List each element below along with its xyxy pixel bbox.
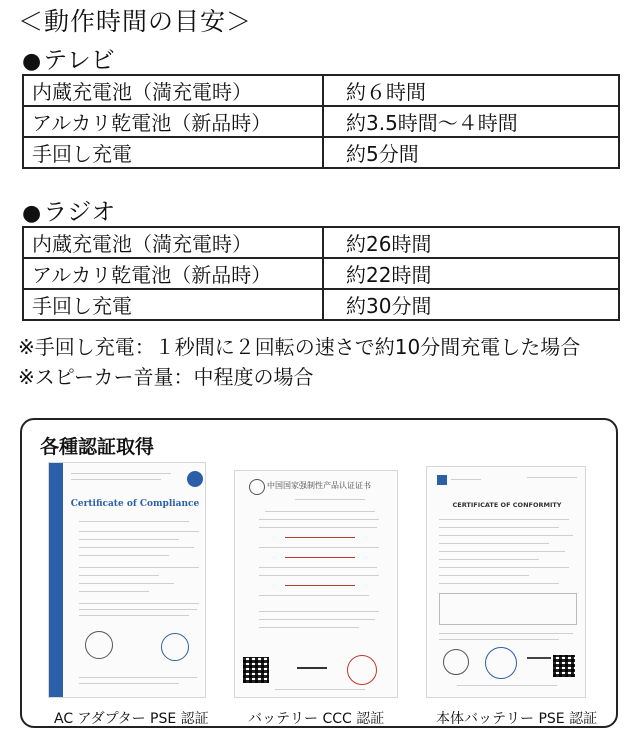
signature-icon	[527, 657, 551, 659]
footnotes	[18, 332, 580, 392]
tv-heading-text: テレビ	[43, 46, 115, 74]
certificate-doc-title: CERTIFICATE OF CONFORMITY	[452, 501, 562, 509]
seal-icon	[161, 633, 189, 661]
issuer-logo-icon	[437, 475, 447, 485]
ccc-mark-icon	[249, 479, 265, 495]
certificate-doc-title: Certificate of Compliance	[70, 499, 200, 509]
seal-icon	[347, 655, 377, 685]
table-row	[23, 258, 619, 289]
certificate-side-band	[49, 463, 63, 697]
table-row	[23, 106, 619, 137]
tv-section-heading	[22, 40, 115, 75]
certifications-heading: 各種認証取得	[40, 436, 155, 458]
radio-operating-time-table	[22, 226, 620, 321]
certificate-doc-title: 中国国家强制性产品认证证书	[267, 481, 371, 490]
certificate-table	[439, 593, 577, 625]
row-value: 約22時間	[323, 258, 619, 289]
radio-section-heading	[22, 192, 115, 227]
row-value: 約5分間	[323, 137, 619, 168]
qr-code-icon	[553, 655, 575, 677]
row-label: 内蔵充電池（満充電時）	[23, 75, 323, 106]
table-row	[23, 227, 619, 258]
row-value: 約６時間	[323, 75, 619, 106]
footnote-speaker-volume: ※スピーカー音量：中程度の場合	[18, 365, 314, 389]
pse-mark-icon	[443, 649, 469, 675]
pse-mark-icon	[85, 631, 113, 659]
caption-ac-adapter: AC アダプター PSE 認証	[54, 711, 209, 727]
page-title: ＜動作時間の目安＞	[18, 7, 253, 36]
table-row	[23, 137, 619, 168]
radio-heading-text: ラジオ	[43, 198, 116, 226]
seal-icon	[485, 647, 517, 679]
row-label: 手回し充電	[23, 137, 323, 168]
certificate-image-body-battery	[426, 466, 586, 698]
row-label: 手回し充電	[23, 289, 323, 320]
signature-icon	[297, 667, 327, 669]
row-value: 約3.5時間～４時間	[323, 106, 619, 137]
footnote-hand-crank: ※手回し充電：１秒間に２回転の速さで約10分間充電した場合	[18, 335, 581, 359]
row-value: 約30分間	[323, 289, 619, 320]
row-label: 内蔵充電池（満充電時）	[23, 227, 323, 258]
issuer-logo-icon	[187, 471, 203, 487]
row-value: 約26時間	[323, 227, 619, 258]
row-label: アルカリ乾電池（新品時）	[23, 258, 323, 289]
qr-code-icon	[243, 657, 269, 683]
bullet-icon: ●	[22, 49, 42, 74]
table-row	[23, 289, 619, 320]
certificate-image-ac-adapter	[48, 462, 206, 698]
caption-body-battery: 本体バッテリー PSE 認証	[436, 711, 598, 727]
certificate-image-ccc	[234, 470, 398, 698]
row-label: アルカリ乾電池（新品時）	[23, 106, 323, 137]
caption-battery-ccc: バッテリー CCC 認証	[248, 711, 385, 727]
bullet-icon: ●	[22, 201, 42, 226]
table-row	[23, 75, 619, 106]
tv-operating-time-table	[22, 74, 620, 169]
